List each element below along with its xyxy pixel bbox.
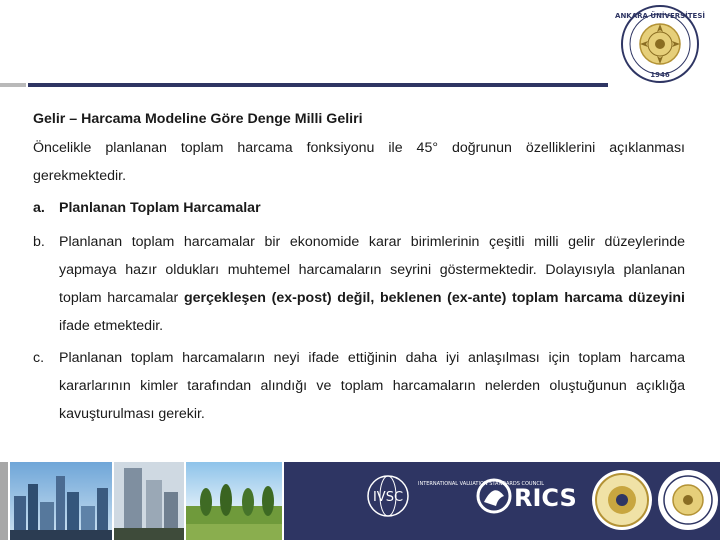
list-item-a	[33, 194, 685, 222]
landscape-image	[186, 462, 282, 540]
list-item-c	[33, 344, 685, 428]
list-marker-a: a.	[33, 200, 45, 216]
ivsc-logo-text: IVSC	[372, 490, 404, 505]
list-marker-c: c.	[33, 350, 45, 366]
tower-building-image	[114, 462, 184, 540]
ivsc-caption: INTERNATIONAL VALUATION STANDARDS COUNCIL	[418, 481, 545, 487]
intro-paragraph: Öncelikle planlanan toplam harcama fonksiyonu ile 45° doğrunun özelliklerini açıklanması gerekmektedir.	[33, 140, 685, 184]
slide-content	[33, 108, 685, 428]
university-seal-icon	[615, 4, 705, 84]
list-text-a: Planlanan Toplam Harcamalar	[59, 200, 261, 216]
list-marker-b: b.	[33, 234, 45, 250]
seal-year: 1946	[650, 71, 670, 79]
partner-logos	[284, 462, 720, 540]
rics-logo-text: RICS	[514, 484, 577, 512]
list-text-b-bold: gerçekleşen (ex-post) değil, beklenen (ex-ante) toplam harcama düzeyini	[183, 290, 685, 306]
city-skyline-image	[10, 462, 112, 540]
list-text-b-end: ifade etmektedir.	[59, 318, 164, 334]
list-item-b	[33, 228, 685, 340]
footer-banner	[0, 462, 720, 540]
list-text-c: Planlanan toplam harcamaların neyi ifade ettiğinin daha iyi anlaşılması için toplam harcama kararlarının kimler tarafından alındığı ve toplam harcamaların nelerden oluştuğunun açıklığa kavuşturulması gerekir.	[59, 350, 685, 422]
header-rule-left	[0, 83, 26, 87]
partner-logos-panel	[284, 462, 720, 540]
header-rule	[28, 83, 608, 87]
footer-grey-strip	[0, 462, 8, 540]
list-text-b: Planlanan toplam harcamalar bir ekonomide karar birimlerinin çeşitli milli gelir düzeylerinde yapmaya hazır oldukları muhtemel harcamaların seyrini göstermektedir. Dolayısıyla planlanan toplam harcamalar	[59, 234, 685, 306]
seal-name: ANKARA ÜNİVERSİTESİ	[615, 12, 705, 20]
slide-heading: Gelir – Harcama Modeline Göre Denge Milli Geliri	[33, 111, 363, 127]
footer-seal-1-icon	[592, 470, 652, 530]
footer-seal-2-icon	[658, 470, 718, 530]
